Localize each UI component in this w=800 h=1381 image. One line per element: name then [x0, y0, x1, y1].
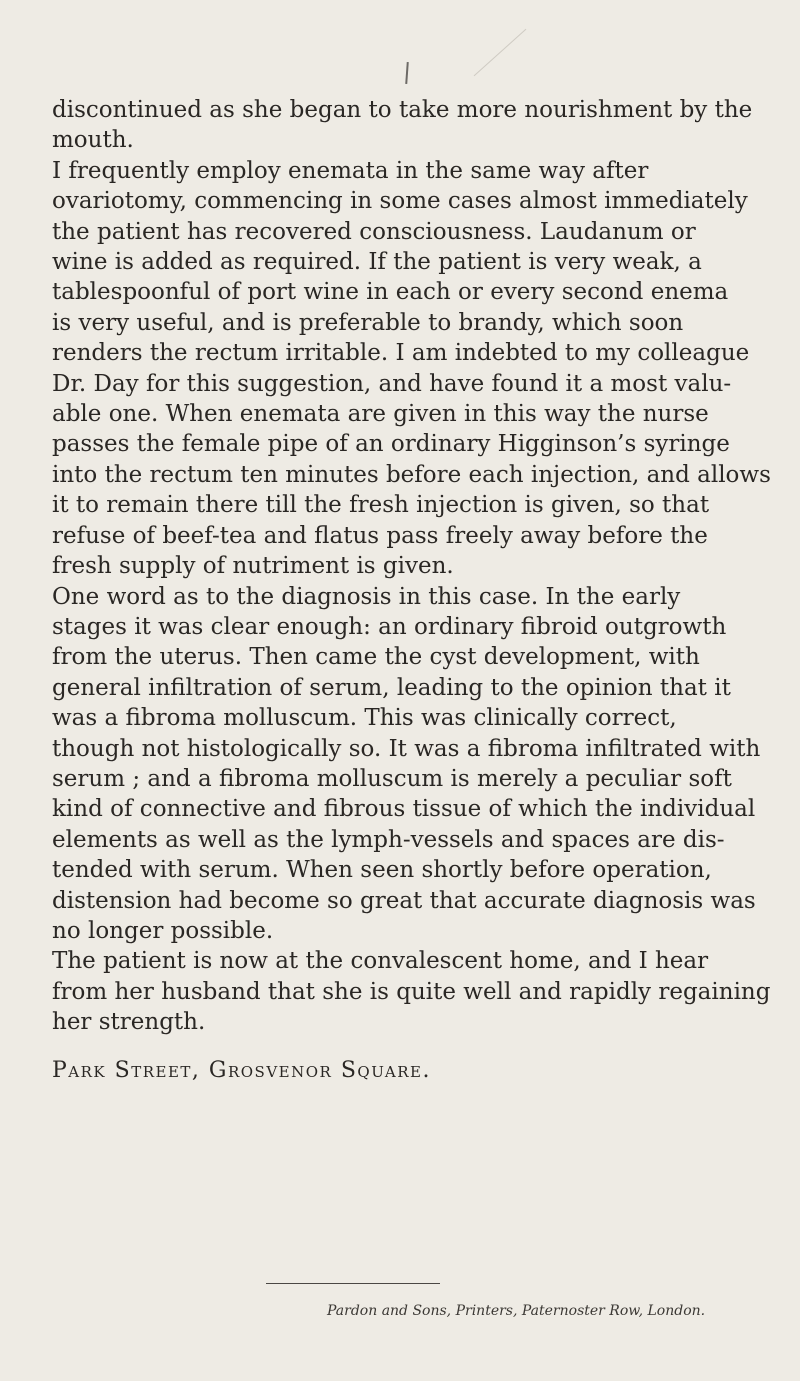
text-line: her strength. — [52, 1009, 206, 1036]
page-number-mark — [405, 62, 409, 84]
text-line: wine is added as required. If the patient is very weak, a — [52, 249, 702, 276]
text-line: passes the female pipe of an ordinary Higginson’s syringe — [52, 431, 730, 458]
text-line: was a fibroma molluscum. This was clinically correct, — [52, 705, 677, 732]
text-line: One word as to the diagnosis in this case. In the early — [52, 583, 681, 610]
text-line: serum ; and a fibroma molluscum is merely a peculiar soft — [52, 765, 732, 792]
text-line: from the uterus. Then came the cyst development, with — [52, 644, 700, 671]
text-line: mouth. — [52, 127, 134, 154]
text-line: stages it was clear enough: an ordinary fibroid outgrowth — [52, 613, 727, 640]
printer-imprint: Pardon and Sons, Printers, Paternoster Row, London. — [327, 1303, 706, 1319]
text-line: fresh supply of nutriment is given. — [52, 553, 454, 580]
text-line: refuse of beef-tea and flatus pass freely away before the — [52, 522, 708, 549]
margin-mark — [474, 29, 527, 77]
text-line: into the rectum ten minutes before each injection, and allows — [52, 461, 771, 488]
text-line: the patient has recovered consciousness. Laudanum or — [52, 218, 696, 245]
text-line: kind of connective and fibrous tissue of which the individual — [52, 796, 756, 823]
text-line: ovariotomy, commencing in some cases almost immediately — [52, 188, 748, 215]
text-line: it to remain there till the fresh injection is given, so that — [52, 492, 710, 519]
text-line: though not histologically so. It was a fibroma infiltrated with — [52, 735, 761, 762]
text-line: general infiltration of serum, leading to the opinion that it — [52, 674, 731, 701]
address-signoff: Park Street, Grosvenor Square. — [52, 1058, 431, 1083]
text-line: no longer possible. — [52, 917, 274, 944]
text-line: from her husband that she is quite well and rapidly regaining — [52, 978, 771, 1005]
text-line: elements as well as the lymph-vessels and spaces are dis- — [52, 826, 725, 853]
text-line: distension had become so great that accurate diagnosis was — [52, 887, 756, 914]
text-line: renders the rectum irritable. I am indebted to my colleague — [52, 340, 750, 367]
text-line: able one. When enemata are given in this way the nurse — [52, 401, 709, 428]
text-line: tablespoonful of port wine in each or every second enema — [52, 279, 729, 306]
text-line: is very useful, and is preferable to brandy, which soon — [52, 309, 684, 336]
body-text — [52, 95, 772, 1038]
text-line: I frequently employ enemata in the same way after — [52, 157, 649, 184]
text-line: discontinued as she began to take more nourishment by the — [52, 97, 753, 123]
text-line: Dr. Day for this suggestion, and have found it a most valu- — [52, 370, 732, 397]
divider-rule — [266, 1283, 440, 1284]
text-line: tended with serum. When seen shortly before operation, — [52, 857, 712, 884]
text-line: The patient is now at the convalescent home, and I hear — [52, 948, 709, 975]
